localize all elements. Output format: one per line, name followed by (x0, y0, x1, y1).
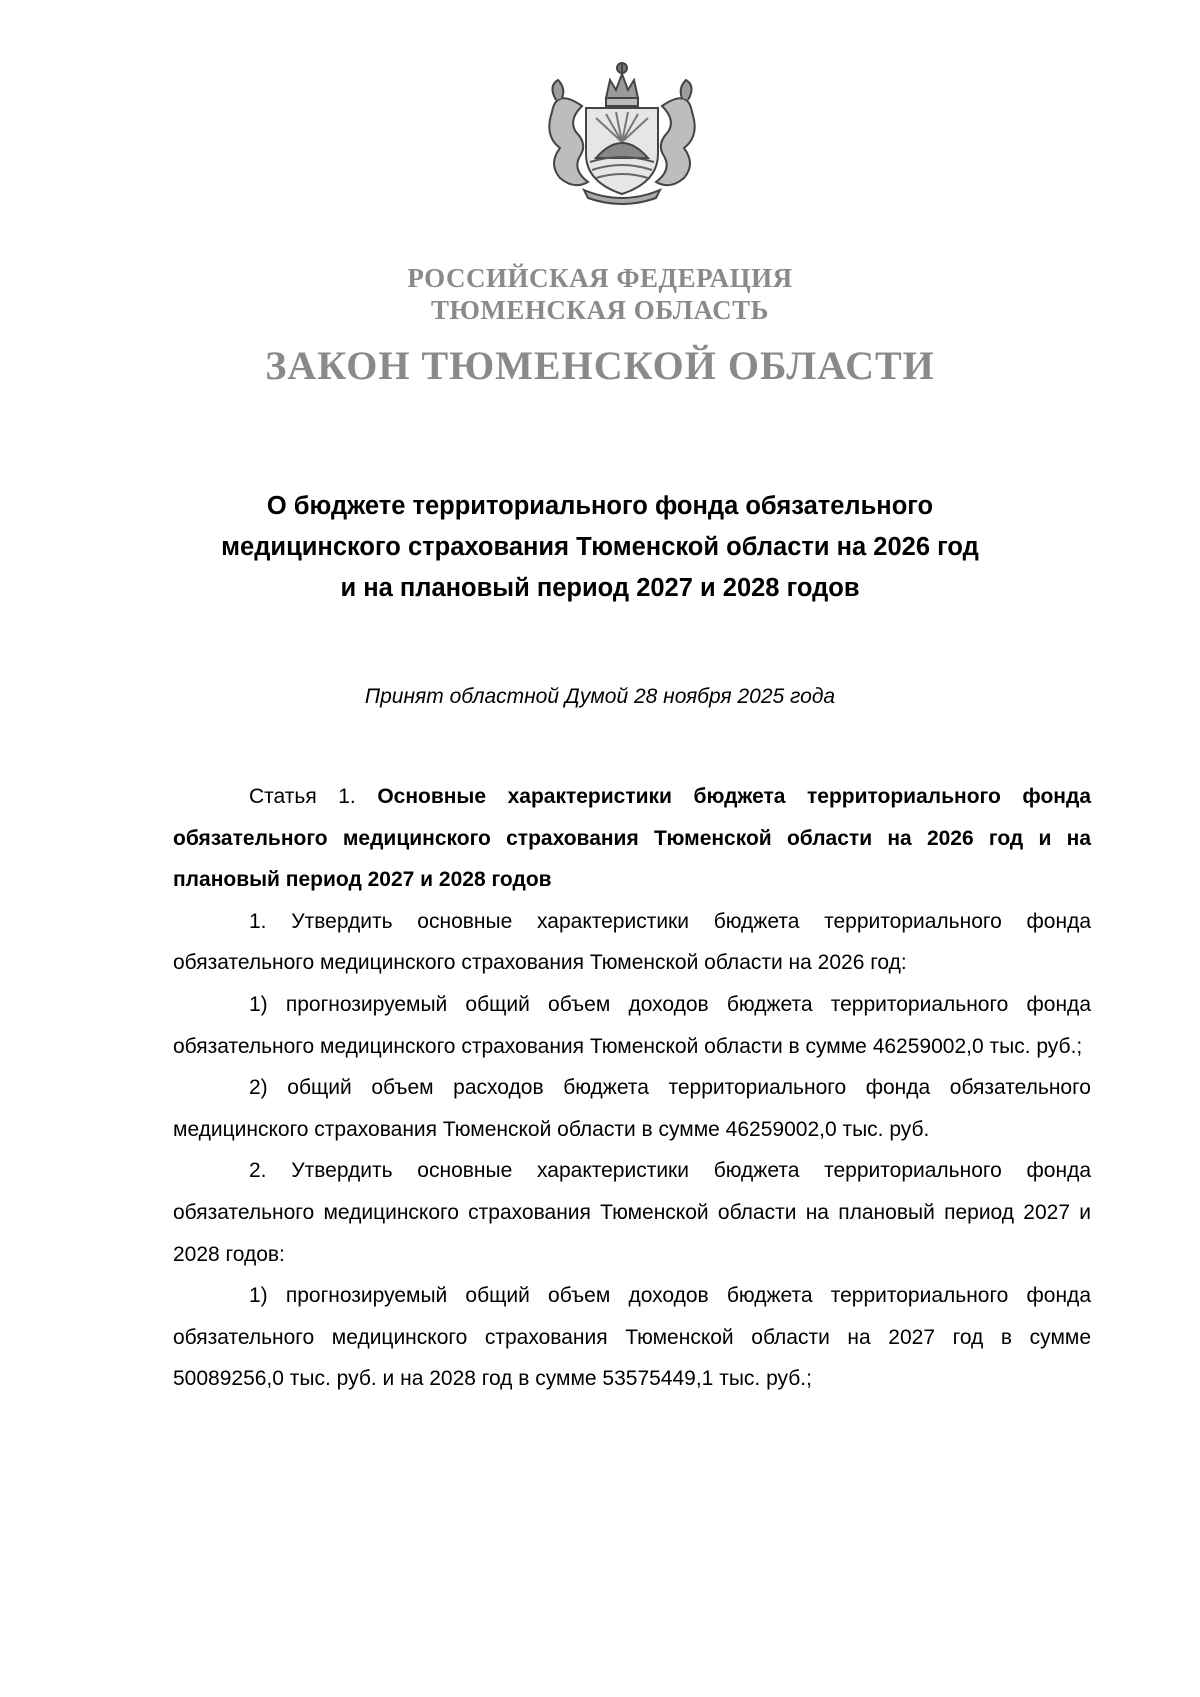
paragraph: 1) прогнозируемый общий объем доходов бюджета территориального фонда обязательного медицинского страхования Тюменской области в сумме 46259002,0 тыс. руб.; (173, 992, 1091, 1058)
title-line: медицинского страхования Тюменской области на 2026 год (221, 533, 979, 561)
region-heading: ТЮМЕНСКАЯ ОБЛАСТЬ (430, 295, 770, 325)
title-line: О бюджете территориального фонда обязательного (266, 492, 934, 520)
document-body (173, 776, 1091, 1400)
coat-of-arms-icon (526, 58, 718, 206)
country-heading: РОССИЙСКАЯ ФЕДЕРАЦИЯ (407, 263, 793, 293)
paragraph: 1. Утвердить основные характеристики бюджета территориального фонда обязательного медицинского страхования Тюменской области на 2026 год: (173, 909, 1091, 975)
paragraph: 2) общий объем расходов бюджета территориального фонда обязательного медицинского страхования Тюменской области в сумме 46259002,0 тыс. руб. (173, 1076, 1091, 1141)
paragraph: 1) прогнозируемый общий объем доходов бюджета территориального фонда обязательного медицинского страхования Тюменской области на 2027 год в сумме 50089256,0 тыс. руб. и на 2028 год в сумме 53575449,1 тыс. руб.; (173, 1284, 1091, 1391)
article-label: Статья 1. (249, 785, 356, 808)
article-title: Основные характеристики бюджета территориального фонда обязательного медицинского страхования Тюменской области на 2026 год и на плановый период 2027 и 2028 годов (173, 785, 1091, 892)
law-type-heading: ЗАКОН ТЮМЕНСКОЙ ОБЛАСТИ (265, 343, 935, 388)
article-heading (173, 776, 1091, 901)
adoption-note: Принят областной Думой 28 ноября 2025 года (364, 685, 836, 708)
document-title (150, 486, 1050, 609)
title-line: и на плановый период 2027 и 2028 годов (340, 574, 860, 602)
paragraph: 2. Утвердить основные характеристики бюджета территориального фонда обязательного медицинского страхования Тюменской области на плановый период 2027 и 2028 годов: (173, 1159, 1091, 1266)
